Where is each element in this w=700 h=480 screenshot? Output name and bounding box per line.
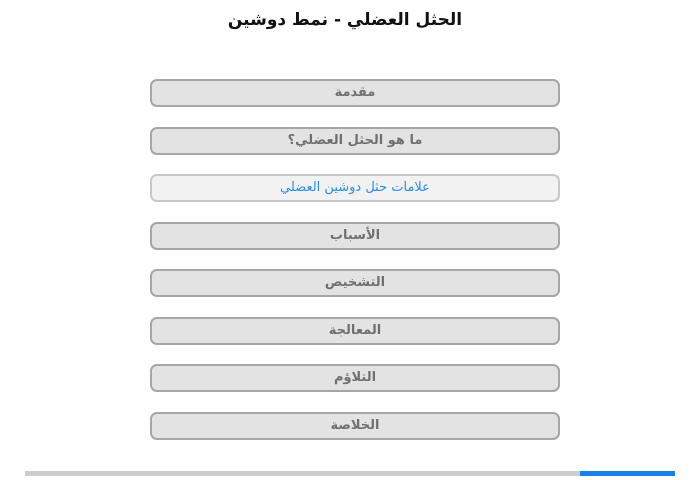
menu-item-summary[interactable]: الخلاصة [150, 412, 560, 440]
menu-item-signs[interactable]: علامات حثل دوشين العضلي [150, 174, 560, 202]
chapter-menu [150, 79, 560, 459]
progress-bar [25, 471, 675, 476]
menu-item-causes[interactable]: الأسباب [150, 222, 560, 250]
menu-item-what-is-dystrophy[interactable]: ما هو الحثل العضلي؟ [150, 127, 560, 155]
menu-item-introduction[interactable]: مقدمة [150, 79, 560, 107]
menu-item-adaptation[interactable]: التلاؤم [150, 364, 560, 392]
menu-item-treatment[interactable]: المعالجة [150, 317, 560, 345]
menu-item-diagnosis[interactable]: التشخيص [150, 269, 560, 297]
page-title: الحثل العضلي - نمط دوشين [227, 10, 463, 30]
progress-bar-fill [580, 471, 675, 476]
